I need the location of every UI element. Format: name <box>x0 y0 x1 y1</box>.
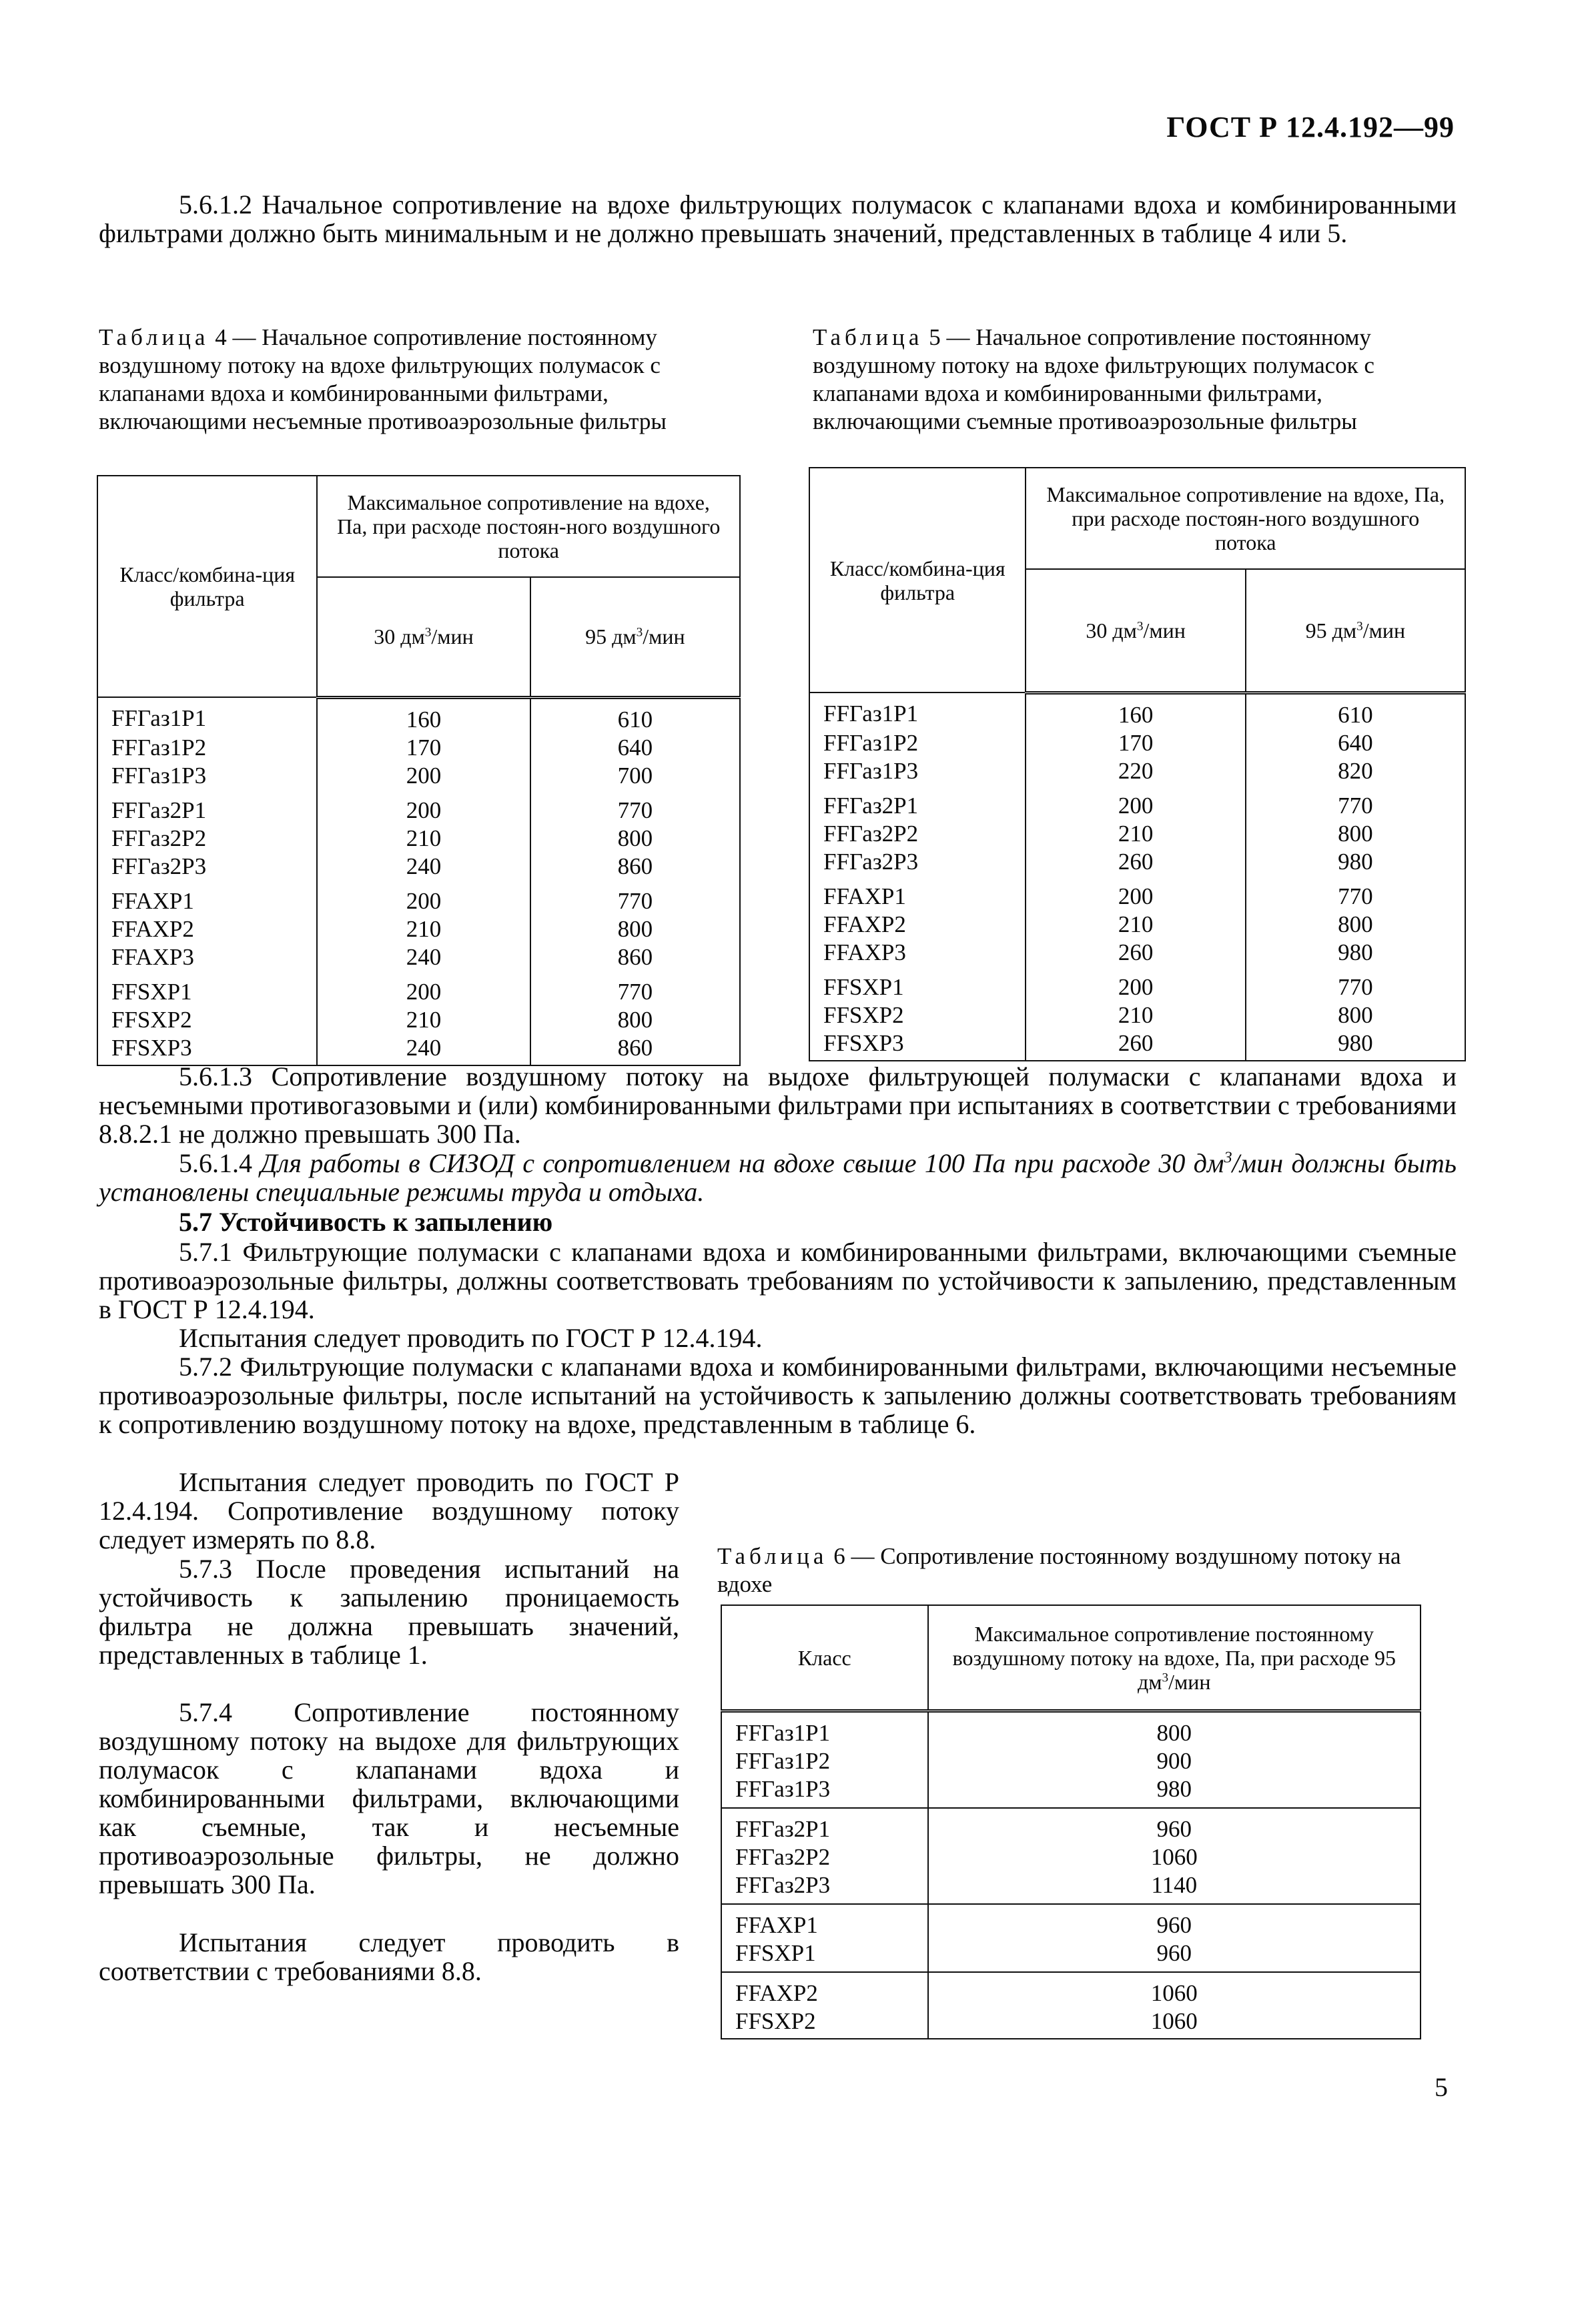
clause-text: Для работы в СИЗОД с сопротивлением на вдохе свыше 100 Па при расходе 30 дм <box>260 1148 1224 1178</box>
clause-text: Сопротивление постоянному воздушному потоку на выдохе для фильтрующих полумасок с клапанами вдоха и комбинированными фильтрами, включающими как съемные, так и несъемные противоаэрозольные фильтры, не должно превышать 300 Па. <box>99 1697 679 1899</box>
header-95-flow: 95 $дм^3$/мин <box>530 577 740 697</box>
table-row: FFГаз2Р3 240 860 <box>97 853 740 881</box>
clause-number: 5.7.3 <box>179 1554 232 1584</box>
table-4-caption <box>99 324 746 436</box>
table-5-caption <box>813 324 1453 436</box>
table-row: FFГаз1Р2 170 640 <box>809 729 1465 757</box>
clause-number: 5.7.2 <box>179 1352 232 1382</box>
table-row: FFГаз1Р2 170 640 <box>97 734 740 762</box>
table-row: FFГаз2Р2 210 800 <box>809 820 1465 848</box>
paragraph-5-6-1-3 <box>99 1062 1457 1148</box>
table-row: FFAXP2 210 800 <box>97 915 740 943</box>
table-row: FFГаз1Р1 160 610 <box>809 693 1465 729</box>
clause-text: Начальное сопротивление на вдохе фильтрующих полумасок с клапанами вдоха и комбинированными фильтрами должно быть минимальным и не должно превышать значений, представленных в таблице 4 или 5. <box>99 189 1457 248</box>
header-30-flow: 30 $дм^3$/мин <box>317 577 530 697</box>
table-row: FFAXP1 200 770 <box>809 876 1465 911</box>
table-label: Таблица <box>99 324 210 350</box>
table-number: 5 <box>929 324 941 350</box>
table-label: Таблица <box>717 1543 828 1569</box>
table-5 <box>809 467 1466 1061</box>
paragraph-5-7-4-test: Испытания следует проводить в соответствии с требованиями 8.8. <box>99 1927 679 1986</box>
table-row: FFSXP2 210 800 <box>809 1001 1465 1029</box>
table-6 <box>721 1604 1421 2039</box>
paragraph-5-6-1-2 <box>99 190 1457 248</box>
paragraph-5-7-4 <box>99 1698 679 1899</box>
table-row: FFSXP3 240 860 <box>97 1034 740 1065</box>
table-row: FFГаз2Р3 1140 <box>721 1871 1421 1904</box>
clause-number: 5.7.1 <box>179 1237 232 1267</box>
clause-number: 5.6.1.3 <box>179 1061 252 1091</box>
table-row: FFSXP1 200 770 <box>809 967 1465 1001</box>
section-heading-5-7: 5.7 Устойчивость к запылению <box>179 1207 553 1237</box>
clause-text: После проведения испытаний на устойчивость к запылению проницаемость фильтра не должна превышать значений, представленных в таблице 1. <box>99 1554 679 1670</box>
table-row: FFГаз2Р1 200 770 <box>97 790 740 825</box>
header-max-resistance: Максимальное сопротивление на вдохе, Па, при расходе постоян-ного воздушного потока <box>1026 468 1465 569</box>
table-row: FFSXP3 260 980 <box>809 1029 1465 1061</box>
table-6-caption <box>717 1542 1451 1598</box>
table-row: FFAXP1 960 <box>721 1904 1421 1939</box>
table-row: FFAXP3 260 980 <box>809 939 1465 967</box>
table-row: FFAXP2 210 800 <box>809 911 1465 939</box>
table-row: FFГаз2Р2 1060 <box>721 1843 1421 1871</box>
clause-text: Фильтрующие полумаски с клапанами вдоха и комбинированными фильтрами, включающими съемные противоаэрозольные фильтры, должны соответствовать требованиям по устойчивости к запылению, представленным в ГОСТ Р 12.4.194. <box>99 1237 1457 1324</box>
table-4 <box>97 475 741 1066</box>
table-row: FFSXP2 210 800 <box>97 1006 740 1034</box>
table-row: FFГаз1Р3 220 820 <box>809 757 1465 785</box>
clause-number: 5.6.1.2 <box>179 189 252 219</box>
header-30-flow: 30 $дм^3$/мин <box>1026 569 1245 693</box>
caption-text: — Сопротивление постоянному воздушному потоку на вдохе <box>717 1543 1401 1597</box>
table-row: FFSXP1 960 <box>721 1939 1421 1972</box>
paragraph-5-7-1-test: Испытания следует проводить по ГОСТ Р 12.4.194. <box>179 1323 763 1353</box>
paragraph-5-7-1 <box>99 1238 1457 1324</box>
header-max-resistance: Максимальное сопротивление на вдохе, Па, при расходе постоян-ного воздушного потока <box>317 476 740 577</box>
clause-text: Фильтрующие полумаски с клапанами вдоха и комбинированными фильтрами, включающими несъемные противоаэрозольные фильтры, после испытаний на устойчивость к запылению должны соответствовать требованиям к сопротивлению воздушному потоку на вдохе, представленным в таблице 6. <box>99 1352 1457 1439</box>
paragraph-5-7-2 <box>99 1352 1457 1438</box>
document-id-header: ГОСТ Р 12.4.192—99 <box>1166 111 1455 143</box>
table-row: FFГаз1Р2 900 <box>721 1747 1421 1775</box>
header-class: Класс <box>721 1605 928 1711</box>
paragraph-5-6-1-4: 5.6.1.4 Для работы в СИЗОД с сопротивлением на вдохе свыше 100 Па при расходе 30 $дм^3$/мин должны быть установлены специальные режимы труда и отдыха. <box>99 1148 1457 1207</box>
table-number: 6 <box>833 1543 845 1569</box>
header-class: Класс/комбина-ция фильтра <box>809 468 1026 693</box>
table-row: FFГаз1Р1 160 610 <box>97 697 740 734</box>
paragraph-5-7-3 <box>99 1554 679 1669</box>
header-95-flow: 95 $дм^3$/мин <box>1246 569 1465 693</box>
clause-number: 5.7.4 <box>179 1697 232 1727</box>
table-row: FFAXP2 1060 <box>721 1972 1421 2007</box>
header-max-resistance: Максимальное сопротивление постоянному воздушному потоку на вдохе, Па, при расходе 95 $дм^3$/мин <box>928 1605 1421 1711</box>
table-row: FFAXP1 200 770 <box>97 881 740 915</box>
caption-text: — Начальное сопротивление постоянному воздушному потоку на вдохе фильтрующих полумасок с клапанами вдоха и комбинированными фильтрами, включающими съемные противоаэрозольные фильтры <box>813 324 1374 434</box>
caption-text: — Начальное сопротивление постоянному воздушному потоку на вдохе фильтрующих полумасок с клапанами вдоха и комбинированными фильтрами, включающими несъемные противоаэрозольные фильтры <box>99 324 667 434</box>
clause-text: Сопротивление воздушному потоку на выдохе фильтрующей полумаски с клапанами вдоха и несъемными противогазовыми и (или) комбинированными фильтрами при испытаниях в соответствии с требованиями 8.8.2.1 не должно превышать 300 Па. <box>99 1061 1457 1149</box>
page-number: 5 <box>1435 2072 1448 2102</box>
table-label: Таблица <box>813 324 923 350</box>
table-row: FFГаз1Р3 980 <box>721 1775 1421 1808</box>
table-row: FFSXP2 1060 <box>721 2007 1421 2039</box>
header-class: Класс/комбина-ция фильтра <box>97 476 317 697</box>
paragraph-5-7-2-test: Испытания следует проводить по ГОСТ Р 12.4.194. Сопротивление воздушному потоку следует измерять по 8.8. <box>99 1467 679 1554</box>
table-row: FFГаз2Р3 260 980 <box>809 848 1465 876</box>
table-row: FFГаз2Р2 210 800 <box>97 825 740 853</box>
table-row: FFAXP3 240 860 <box>97 943 740 971</box>
table-number: 4 <box>215 324 227 350</box>
table-row: FFГаз2Р1 960 <box>721 1808 1421 1843</box>
clause-number: 5.6.1.4 <box>179 1148 252 1178</box>
table-row: FFSXP1 200 770 <box>97 971 740 1006</box>
table-row: FFГаз1Р3 200 700 <box>97 762 740 790</box>
table-row: FFГаз1Р1 800 <box>721 1711 1421 1748</box>
table-row: FFГаз2Р1 200 770 <box>809 785 1465 820</box>
